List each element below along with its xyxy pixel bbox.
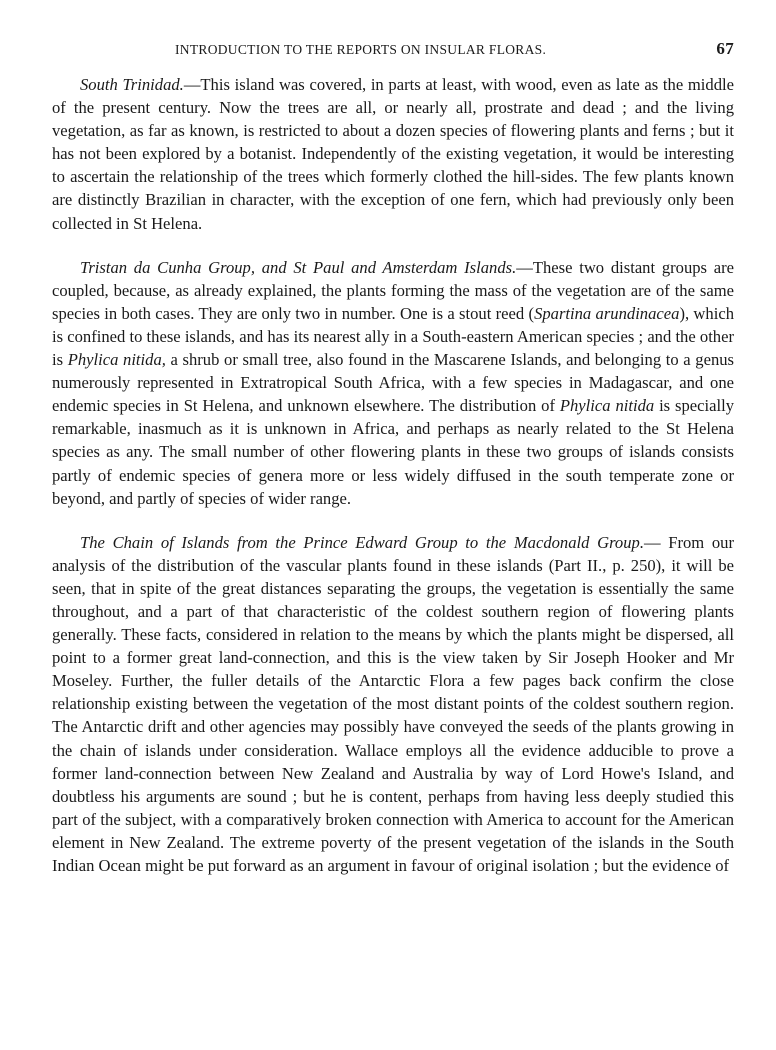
species-name: Spartina arundinacea	[534, 303, 680, 323]
paragraph-text: is specially remarkable, inasmuch as it is unknown in Africa, and perhaps as nearly related to the St Helena species as any. The small number of other flowering plants in these two groups of islands consists partly of endemic species of genera more or less widely diffused in the south temperate zone or beyond, and partly of species of wider range.	[52, 396, 735, 508]
book-page	[52, 38, 734, 877]
paragraph-tristan-da-cunha	[52, 256, 734, 510]
species-name: Phylica nitida	[559, 396, 655, 416]
paragraph-text: — From our analysis of the distribution of the vascular plants found in these islands (Part II., p. 250), it will be seen, that in spite of the great distances separating the groups, the vegetation is essentially the same throughout, and a part of that characteristic of the coldest southern region of flowering plants generally. These facts, considered in relation to the means by which the plants might be dispersed, all point to a former great land-connection, and this is the view taken by Sir Joseph Hooker and Mr Moseley. Further, the fuller details of the Antarctic Flora a few pages back confirm the close relationship existing between the vegetation of the most distant points of the coldest southern region. The Antarctic drift and other agencies may possibly have conveyed the seeds of the plants growing in the chain of islands under consideration. Wallace employs all the evidence adducible to prove a former land-connection between New Zealand and Australia by way of Lord Howe's Island, and doubtless his arguments are sound ; but he is content, perhaps from having less deeply studied this part of the subject, with a comparatively broken connection with America to account for the American element in New Zealand. The extreme poverty of the present vegetation of the islands in the South Indian Ocean might be put forward as an argument in favour of original isolation ; but the evidence of	[52, 532, 734, 875]
section-heading: The Chain of Islands from the Prince Edward Group to the Macdonald Group.	[80, 532, 644, 552]
page-number: 67	[716, 39, 734, 58]
paragraph-chain-of-islands	[52, 531, 734, 877]
paragraph-text: —This island was covered, in parts at least, with wood, even as late as the middle of the present century. Now the trees are all, or nearly all, prostrate and dead ; and the living vegetation, as far as known, is restricted to about a dozen species of flowering plants and ferns ; but it has not been explored by a botanist. Independently of the existing vegetation, it would be interesting to ascertain the relationship of the trees which formerly clothed the hill-sides. The few plants known are distinctly Brazilian in character, with the exception of one fern, which had previously only been collected in St Helena.	[52, 75, 734, 233]
section-heading: Tristan da Cunha Group, and St Paul and Amsterdam Islands.	[80, 257, 517, 277]
running-head-title: INTRODUCTION TO THE REPORTS ON INSULAR FLORAS.	[175, 42, 547, 57]
paragraph-text: a shrub or small tree, also found in the Mascarene Islands, and belonging to a genus numerously represented in Extratropical South Africa, with a few species in Madagascar, and one endemic species in St Helena, and unknown elsewhere. The distribution of	[52, 350, 734, 416]
species-name: Phylica nitida,	[67, 350, 166, 370]
running-head	[52, 38, 734, 62]
section-heading: South Trinidad.	[80, 75, 184, 94]
paragraph-text: —These two distant groups are coupled, because, as already explained, the plants forming the mass of the vegetation are of the same species in both cases. They are only two in number. One is a stout reed (	[52, 257, 735, 323]
paragraph-text: ), which is confined to these islands, and has its nearest ally in a South-eastern American species ; and the other is	[52, 303, 734, 370]
paragraph-south-trinidad	[52, 73, 734, 235]
